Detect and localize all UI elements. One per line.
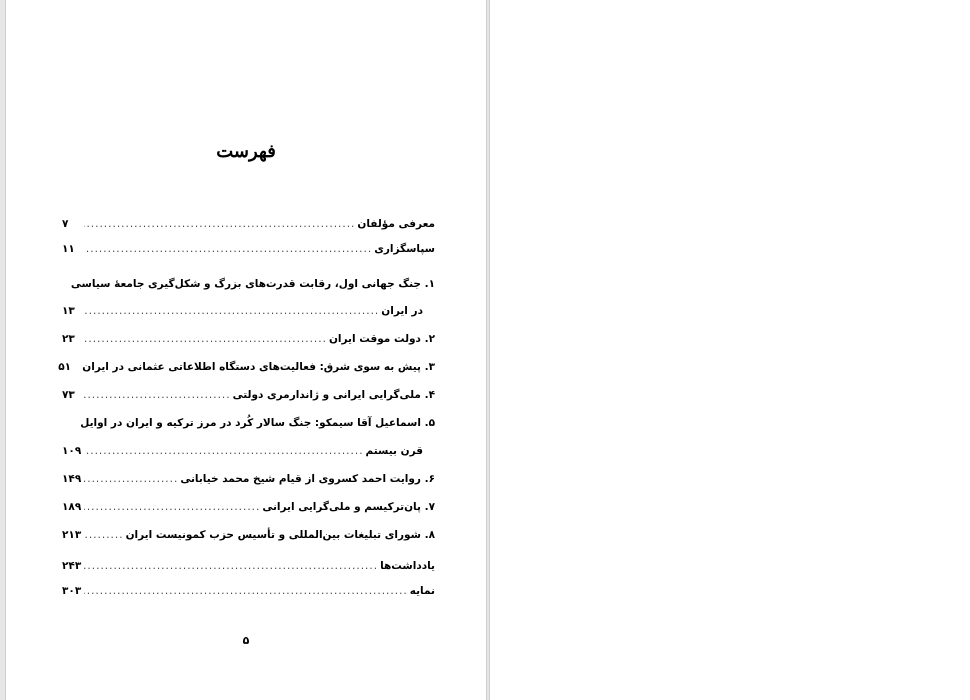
toc-entry-label: ۳. پیش به سوی شرق: فعالیت‌های دستگاه اطلاعاتی عثمانی در ایران — [82, 361, 435, 373]
toc-entry-notes — [62, 558, 435, 574]
leader-dots — [84, 216, 355, 232]
toc-entry-chapter-5 — [62, 443, 435, 459]
leader-dots — [84, 331, 327, 347]
leader-dots — [84, 303, 379, 319]
toc-entry-chapter-8 — [62, 527, 435, 543]
toc-entry-acknowledgements — [62, 241, 435, 257]
toc-entry-page: ۷ — [62, 218, 69, 230]
toc-entry-label: یادداشت‌ها — [380, 560, 435, 572]
toc-entry-page: ۲۱۳ — [62, 529, 82, 541]
leader-dots — [84, 241, 372, 257]
toc-entry-label: سپاسگزاری — [374, 243, 435, 255]
toc-entry-label: ۴. ملی‌گرایی ایرانی و ژاندارمری دولتی — [232, 389, 435, 401]
toc-entry-authors — [62, 216, 435, 232]
leader-dots — [84, 387, 231, 403]
leader-dots — [84, 558, 378, 574]
right-page — [490, 0, 970, 700]
toc-entry-label: ۶. روایت احمد کسروی از قیام شیخ محمد خیابانی — [180, 473, 435, 485]
toc-entry-page: ۱۳ — [62, 305, 75, 317]
toc-entry-label: ۸. شورای تبلیغات بین‌المللی و تأسیس حزب کمونیست ایران — [125, 529, 435, 541]
toc-entry-label: ۵. اسماعیل آقا سیمکو: جنگ سالار کُرد در مرز ترکیه و ایران در اوایل — [80, 417, 435, 429]
toc-entry-page: ۷۳ — [62, 389, 75, 401]
toc-entry-label: قرن بیستم — [365, 445, 423, 457]
leader-dots — [84, 471, 178, 487]
toc-entry-label: ۷. پان‌ترکیسم و ملی‌گرایی ایرانی — [262, 501, 435, 513]
toc-entry-label: ۲. دولت موقت ایران — [328, 333, 435, 345]
leader-dots — [84, 527, 124, 543]
toc-entry-chapter-6 — [62, 471, 435, 487]
toc-entry-page: ۱۰۹ — [62, 445, 82, 457]
toc-entry-page: ۲۳ — [62, 333, 75, 345]
toc-entry-page: ۱۱ — [62, 243, 75, 255]
toc-entry-label: در ایران — [381, 305, 423, 317]
toc-entry-page: ۲۴۳ — [62, 560, 82, 572]
toc-entry-chapter-2 — [62, 331, 435, 347]
toc-title: فهرست — [216, 141, 276, 162]
toc-entry-page: ۱۸۹ — [62, 501, 82, 513]
page-number: ۵ — [242, 634, 250, 647]
toc-entry-page: ۳۰۳ — [62, 585, 82, 597]
leader-dots — [84, 443, 364, 459]
toc-entry-page: ۵۱ — [58, 361, 72, 373]
left-page — [6, 0, 486, 700]
toc-entry-chapter-7 — [62, 499, 435, 515]
leader-dots — [84, 583, 408, 599]
toc-entry-page: ۱۴۹ — [62, 473, 82, 485]
toc-entry-label: نمایه — [409, 585, 435, 597]
toc-entry-chapter-1 — [62, 303, 435, 319]
toc-entry-chapter-3 — [58, 359, 435, 375]
toc-entry-chapter-1-line1 — [62, 276, 435, 292]
toc-entry-index — [62, 583, 435, 599]
toc-entry-label: معرفی مؤلفان — [357, 218, 435, 230]
toc-entry-chapter-5-line1 — [62, 415, 435, 431]
toc-entry-chapter-4 — [62, 387, 435, 403]
toc-entry-label: ۱. جنگ جهانی اول، رقابت قدرت‌های بزرگ و شکل‌گیری جامعۀ سیاسی — [70, 278, 435, 290]
leader-dots — [84, 499, 260, 515]
